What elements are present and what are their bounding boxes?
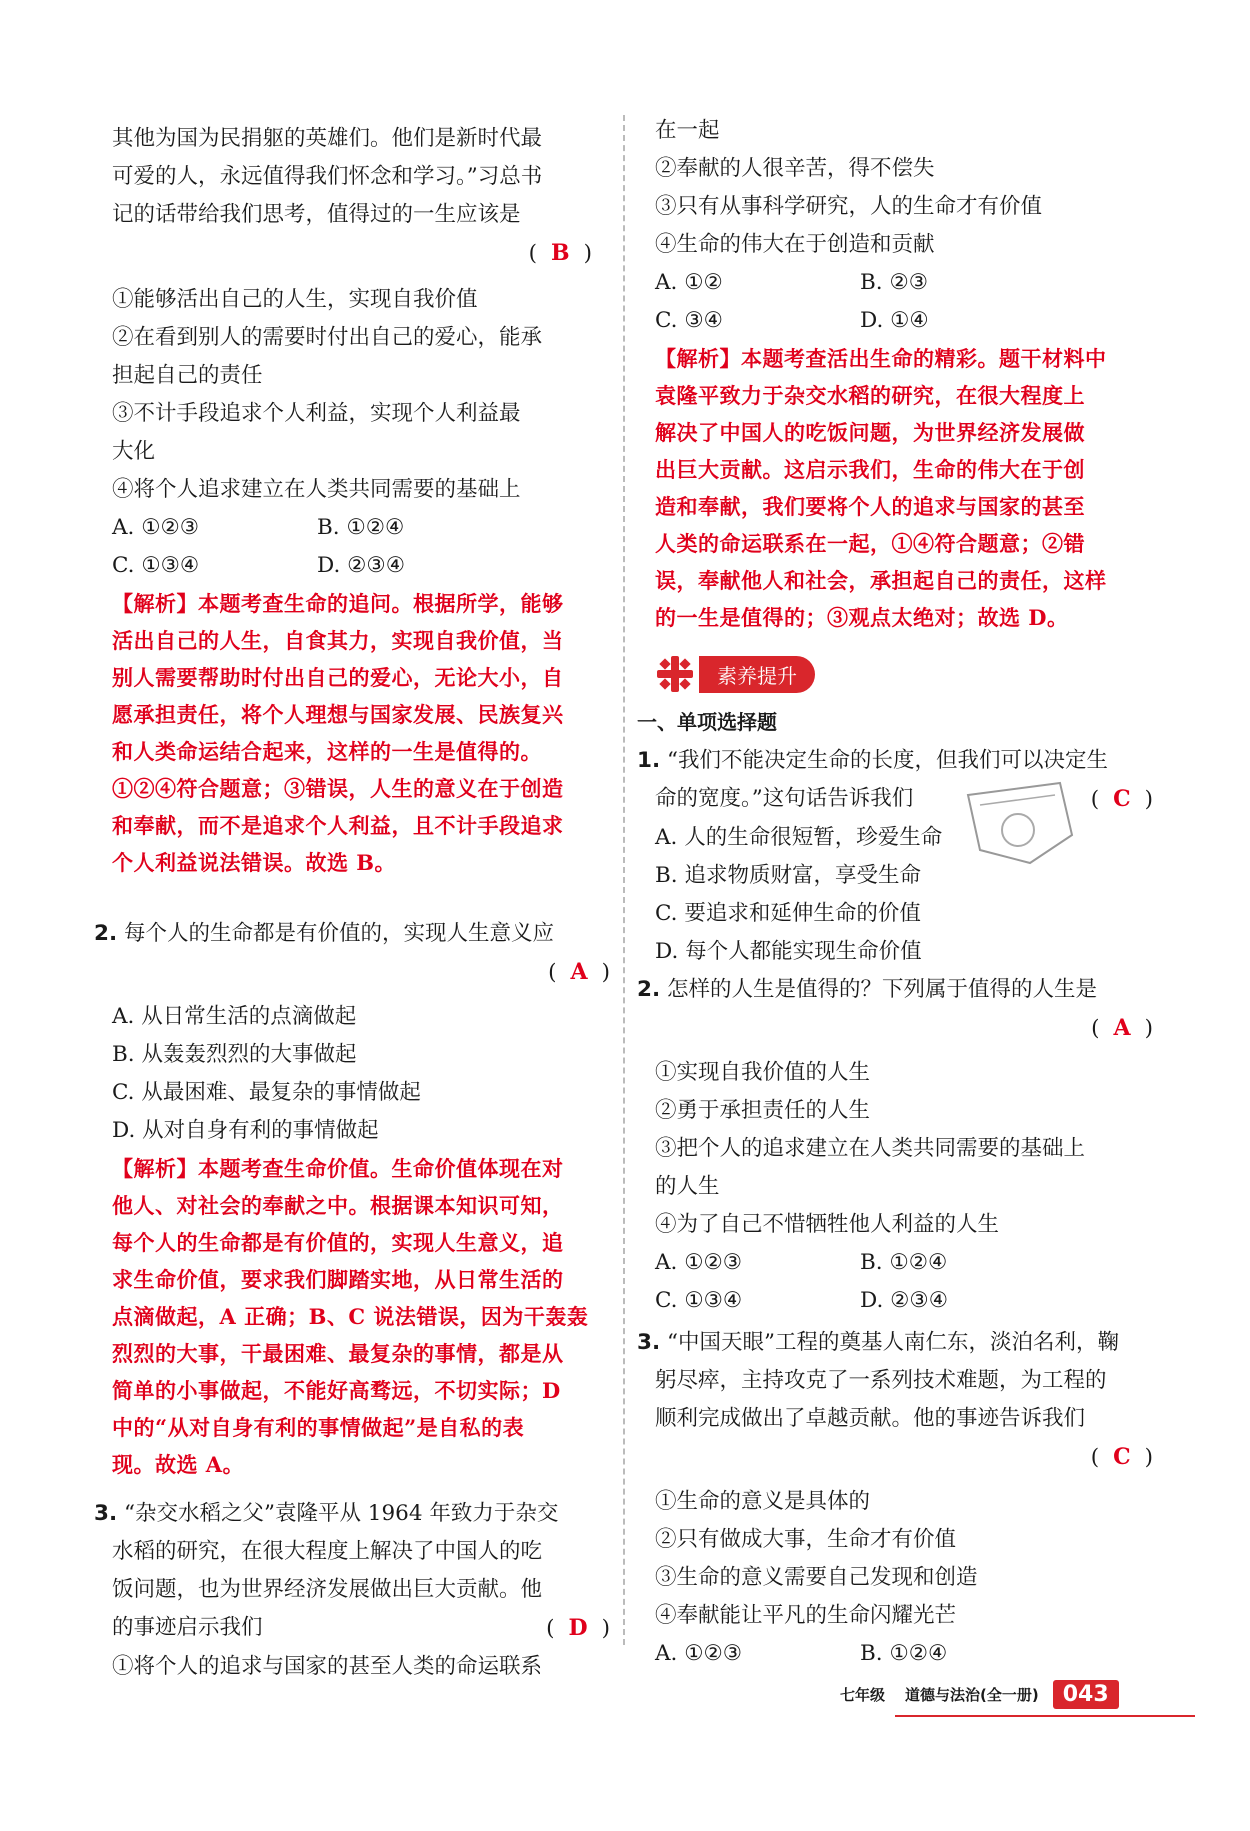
answer-mark: A (570, 959, 588, 985)
page-footer (840, 1680, 1119, 1709)
answer-mark: C (1113, 786, 1131, 812)
answer-mark: D (568, 1615, 588, 1641)
section-badge-label: 素养提升 (699, 656, 815, 693)
analysis-block: 【解析】本题考查生命价值。生命价值体现在对 他人、对社会的奉献之中。根据课本知识可知， 每个人的生命都是有价值的，实现人生意义，追 求生命价值，要求我们脚踏实地，从日常生活的 点滴做起，A 正确；B、C 说法错误，因为干轰轰 烈烈的大事，干最困难、最复杂的事情，都是从 简单的小事做起，不能好高骛远，不切实际；D 中的“从对自身有利的事情做起”是自私的表 现。故选 A。 (112, 1156, 589, 1477)
answer-mark: B (551, 240, 570, 266)
footer-grade: 七年级 (840, 1686, 886, 1704)
statement-list: ①能够活出自己的人生，实现自我价值 ②在看到别人的需要时付出自己的爱心，能承 担起自己的责任 ③不计手段追求个人利益，实现个人利益最 大化 ④将个人追求建立在人类共同需要的基础上 (112, 287, 543, 502)
analysis-block: 【解析】本题考查活出生命的精彩。题干材料中 袁隆平致力于杂交水稻的研究，在很大程度上 解决了中国人的吃饭问题，为世界经济发展做 出巨大贡献。这启示我们，生命的伟大在于创 造和奉献，我们要将个人的追求与国家的甚至 人类的命运联系在一起，①④符合题意；②错 误，奉献他人和社会，承担起自己的责任，这样 的一生是值得的；③观点太绝对；故选 D。 (655, 346, 1107, 630)
knot-icon (655, 654, 695, 694)
answer-bracket: ( B ) (528, 240, 592, 266)
footer-subject: 道德与法治(全一册) (905, 1686, 1039, 1704)
right-column (637, 112, 1153, 1673)
stamp-seal-icon (960, 775, 1080, 870)
question-2: 2. 每个人的生命都是有价值的，实现人生意义应 ( A ) A. 从日常生活的点滴做起 B. 从轰轰烈烈的大事做起 C. 从最困难、最复杂的事情做起 D. 从对自身有利的事情做起 【解析】本题考查生命价值。生命价值体现在对 他人、对社会的奉献之中。根据课本知识可知， 每个人的生命都是有价值的，实现人生意义，追 求生命价值，要求我们脚踏实地，从日常生活的 点滴做起，A 正确；B、C 说法错误，因为干轰轰 烈烈的大事，干最困难、最复杂的事情，都是从 简单的小事做起，不能好高骛远，不切实际；D 中的“从对自身有利的事情做起”是自私的表 现。故选 A。 (94, 915, 592, 1483)
option-list: A. ①② B. ②③ C. ③④ D. ①④ (655, 270, 929, 333)
section-title: 一、单项选择题 (637, 710, 777, 734)
section-badge (655, 654, 815, 694)
answer-mark: A (1113, 1015, 1131, 1041)
analysis-block: 【解析】本题考查生命的追问。根据所学，能够 活出自己的人生，自食其力，实现自我价值，当 别人需要帮助时付出自己的爱心，无论大小，自 愿承担责任，将个人理想与国家发展、民族复兴 和人类命运结合起来，这样的一生是值得的。 ①②④符合题意；③错误，人生的意义在于创造 和奉献，而不是追求个人利益，且不计手段追求 个人利益说法错误。故选 B。 (112, 591, 564, 875)
question-3-right: 3. “中国天眼”工程的奠基人南仁东，淡泊名利，鞠 躬尽瘁，主持攻克了一系列技术难题，为工程的 顺利完成做出了卓越贡献。他的事迹告诉我们 ( C ) ①生命的意义是具体的 ②只有做成大事，生命才有价值 ③生命的意义需要自己发现和创造 ④奉献能让平凡的生命闪耀光芒 A. ①②③ B. ①②④ (637, 1330, 1153, 1666)
column-divider (623, 115, 625, 1645)
question-1: 1. “我们不能决定生命的长度，但我们可以决定生 命的宽度。”这句话告诉我们 ( C ) A. 人的生命很短暂，珍爱生命 B. 追求物质财富，享受生命 C. 要追求和延伸生命的价值 D. 每个人都能实现生命价值 (637, 748, 1153, 964)
question-3: 3. “杂交水稻之父”袁隆平从 1964 年致力于杂交 水稻的研究，在很大程度上解决了中国人的吃 饭问题，也为世界经济发展做出巨大贡献。他 的事迹启示我们 ( D ) ①将个人的追求与国家的甚至人类的命运联系 (94, 1501, 610, 1679)
footer-divider (895, 1715, 1195, 1717)
option-list: A. ①②③ B. ①②④ C. ①③④ D. ②③④ (112, 515, 405, 578)
statement-list: 在一起 ②奉献的人很辛苦，得不偿失 ③只有从事科学研究，人的生命才有价值 ④生命的伟大在于创造和贡献 (655, 118, 1043, 257)
left-column (94, 120, 610, 1686)
page-number: 043 (1053, 1680, 1119, 1709)
question-2-right: 2. 怎样的人生是值得的？下列属于值得的人生是 ( A ) ①实现自我价值的人生 ②勇于承担责任的人生 ③把个人的追求建立在人类共同需要的基础上 的人生 ④为了自己不惜牺牲他人利益的人生 A. ①②③ B. ①②④ C. ①③④ D. ②③④ (637, 977, 1153, 1313)
intro-text: 其他为国为民捐躯的英雄们。他们是新时代最 可爱的人，永远值得我们怀念和学习。”习总书 记的话带给我们思考，值得过的一生应该是 (112, 126, 543, 227)
answer-mark: C (1113, 1444, 1131, 1470)
